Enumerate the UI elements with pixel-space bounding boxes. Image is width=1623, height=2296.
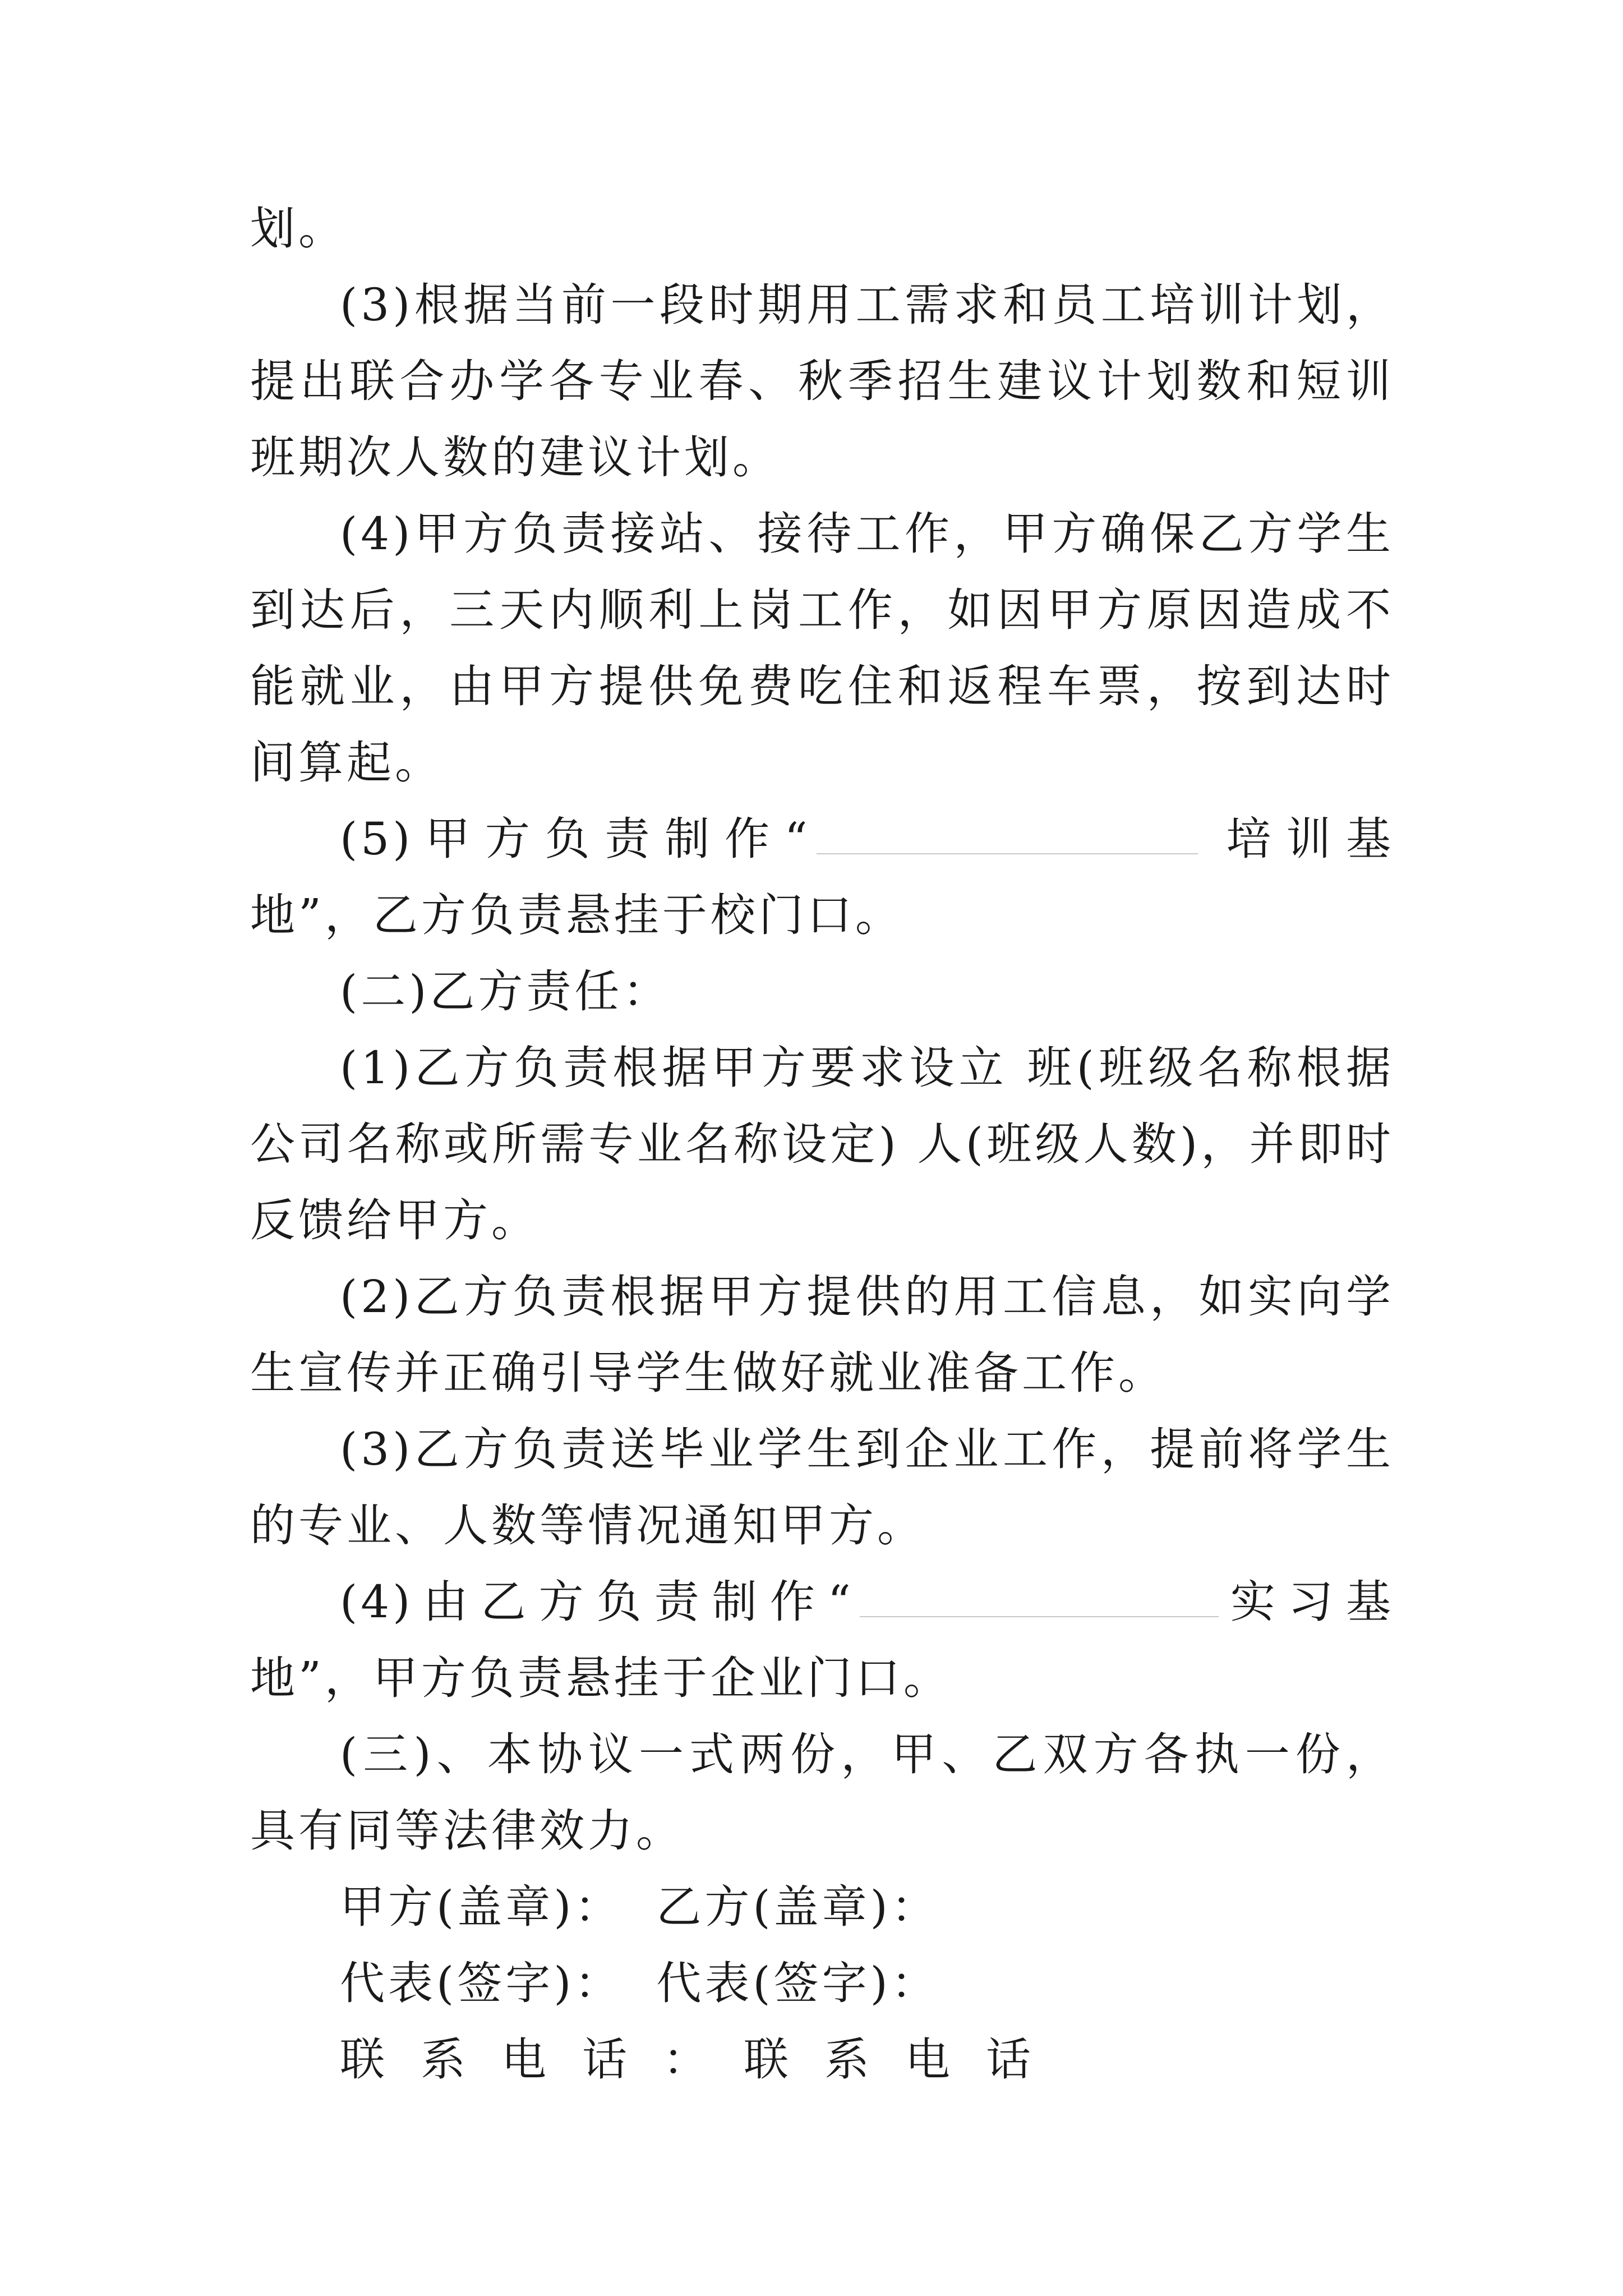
section-2-heading: (二)乙方责任： xyxy=(340,965,671,1018)
representative-line xyxy=(250,1945,1394,2022)
party-b-seal-label: 乙方(盖章)： xyxy=(656,1881,939,1933)
paragraph-item-3: (3)根据当前一段时期用工需求和员工培训计划，提出联合办学各专业春、秋季招生建议计划数和短训班期次人数的建议计划。 xyxy=(250,279,1394,484)
party-b-rep-label: 代表(签字)： xyxy=(656,1957,939,2009)
internship-base-name-blank xyxy=(860,1582,1219,1617)
paragraph-continuation: 划。 xyxy=(250,203,347,255)
seal-line xyxy=(250,1869,1394,1945)
party-b-phone-label: 联系电话 xyxy=(744,2033,1067,2086)
paragraph-item-5 xyxy=(250,801,1394,954)
section-2-item-4 xyxy=(250,1564,1394,1717)
party-a-seal-label: 甲方(盖章)： xyxy=(340,1881,623,1933)
section-2-item-2: (2)乙方负责根据甲方提供的用工信息，如实向学生宣传并正确引导学生做好就业准备工作。 xyxy=(250,1271,1394,1399)
document-page xyxy=(250,191,1394,2098)
section-2-item-1: (1)乙方负责根据甲方要求设立 班(班级名称根据公司名称或所需专业名称设定) 人(班级人数)，并即时反馈给甲方。 xyxy=(250,1042,1394,1246)
section-2-item-3: (3)乙方负责送毕业学生到企业工作，提前将学生的专业、人数等情况通知甲方。 xyxy=(250,1423,1394,1552)
item-5-text-after: 培训基地”，乙方负责悬挂于校门口。 xyxy=(250,813,1395,941)
item-4-text-after: 实习基地”，甲方负责悬挂于企业门口。 xyxy=(250,1576,1395,1704)
party-a-phone-label: 联系电话： xyxy=(340,2033,744,2086)
paragraph-item-4: (4)甲方负责接站、接待工作，甲方确保乙方学生到达后，三天内顺利上岗工作，如因甲方原因造成不能就业，由甲方提供免费吃住和返程车票，按到达时间算起。 xyxy=(250,508,1394,789)
training-base-name-blank xyxy=(817,820,1198,854)
item-4-text-before: (4)由乙方负责制作“ xyxy=(340,1576,854,1628)
section-3-paragraph: (三)、本协议一式两份，甲、乙双方各执一份，具有同等法律效力。 xyxy=(250,1728,1394,1857)
party-a-rep-label: 代表(签字)： xyxy=(340,1957,623,2009)
item-5-text-before: (5)甲方负责制作“ xyxy=(340,813,811,865)
phone-line xyxy=(250,2022,1394,2098)
